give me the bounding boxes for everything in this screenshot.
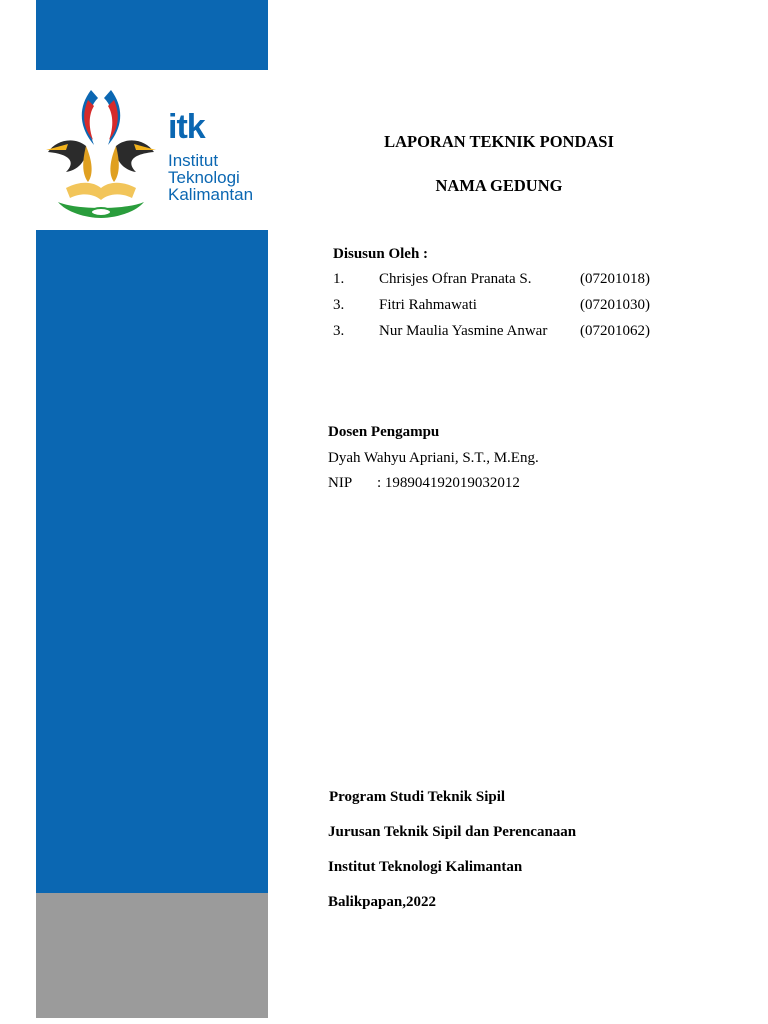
report-title: LAPORAN TEKNIK PONDASI (384, 132, 614, 151)
logo-line-2: Teknologi (168, 168, 240, 187)
author-1-number: 1. (333, 271, 345, 287)
itk-emblem-icon (36, 70, 166, 230)
author-2-nim: (07201030) (580, 297, 650, 313)
lecturer-name: Dyah Wahyu Apriani, S.T., M.Eng. (328, 450, 539, 466)
department: Jurusan Teknik Sipil dan Perencanaan (328, 824, 577, 840)
sidebar-top-band (36, 0, 268, 70)
study-program: Program Studi Teknik Sipil (329, 789, 506, 805)
sidebar-middle-band (36, 230, 268, 893)
author-1-nim: (07201018) (580, 271, 650, 287)
author-2-number: 3. (333, 297, 345, 313)
institute: Institut Teknologi Kalimantan (328, 859, 523, 875)
logo-abbreviation: itk (168, 108, 205, 146)
author-3-name: Nur Maulia Yasmine Anwar (379, 323, 548, 339)
nip-value: : 198904192019032012 (377, 475, 520, 491)
lecturer-heading: Dosen Pengampu (328, 424, 440, 440)
author-2-name: Fitri Rahmawati (379, 297, 477, 313)
logo-line-3: Kalimantan (168, 185, 254, 204)
building-name: NAMA GEDUNG (435, 176, 563, 195)
itk-logo (36, 70, 268, 230)
sidebar-bottom-band (36, 893, 268, 1018)
nip-label: NIP (328, 475, 353, 491)
author-3-number: 3. (333, 323, 345, 339)
author-1-name: Chrisjes Ofran Pranata S. (379, 271, 532, 287)
authors-heading: Disusun Oleh : (333, 246, 429, 262)
author-3-nim: (07201062) (580, 323, 650, 339)
place-year: Balikpapan,2022 (328, 894, 436, 910)
logo-line-1: Institut (168, 151, 219, 170)
